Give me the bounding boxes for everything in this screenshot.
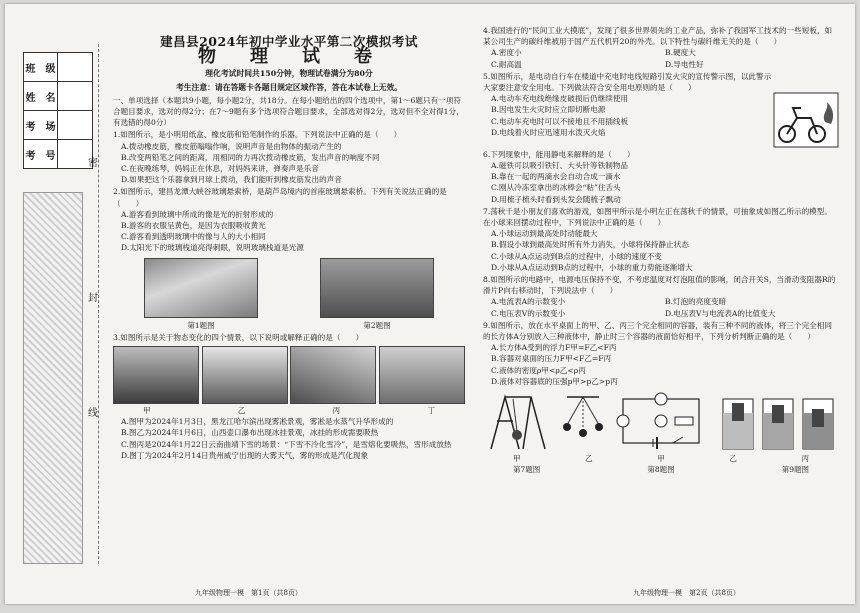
q3-caption-jia: 甲: [143, 406, 151, 416]
seal-dashed-line: [98, 44, 99, 564]
q5-ebike-fire-icon: [773, 92, 839, 148]
q8-stem: 8.如图所示的电路中，电源电压保持不变，不考虑温度对灯泡阻值的影响，闭合开关S，当滑动变阻器R的滑片P向右移动时，下列说法中（ ）: [483, 275, 836, 296]
q6-option-d: D.用梳子梳头时看到头发会随梳子飘动: [491, 194, 621, 204]
q1-option-b: B.改变两铅笔之间的距离，用相同的力再次拨动橡皮筋，发出声音的响度不同: [121, 152, 380, 162]
q2-option-d: D.太阳光下的玻璃栈道亮得刺眼，说明玻璃栈道是光源: [121, 243, 304, 253]
q3-stem: 3.如图所示是关于物态变化的四个情景，以下说明或解释正确的是（ ）: [113, 332, 364, 342]
seal-char-feng: 封: [88, 293, 98, 304]
q7-option-c: C.小球从A点运动到B点的过程中，小球的速度不变: [491, 251, 662, 261]
q5-text: [483, 70, 773, 148]
q7-figure-caption: 第7题图: [513, 465, 541, 475]
q3-caption-bing: 丙: [332, 406, 341, 416]
footer-left: 九年级物理一模 第1页（共8页）: [195, 589, 302, 597]
q9-sub-bing: 丙: [801, 454, 809, 464]
q1-figure-caption: 第1题图: [187, 320, 215, 330]
q5-option-b: B.因电发生火灾时应立即切断电源: [491, 105, 606, 115]
section1-heading: 一、单项选择（本题共9小题，每小题2分，共18分。在每小题给出的四个选项中，第1～6题只有一项符合题目要求，选对的得2分；在7～9题有多个选项符合题目要求，全部选对得2分，选对但不全对得1分，有选错的得0分）: [113, 95, 464, 128]
q8-options-row2: [483, 308, 839, 319]
q3-photo-bing: [290, 346, 376, 404]
q8-option-d: D.电压表V与电流表A的比值变大: [665, 308, 776, 318]
name-label: 姓 名: [24, 82, 58, 111]
q5-option-a: A.电动车充电线绝缘皮破损后仍继续使用: [491, 94, 628, 104]
left-column: [113, 32, 465, 461]
class-field[interactable]: [58, 53, 93, 82]
q5-stem: 5.如图所示，是电动自行车在楼道中充电时电线短路引发火灾的宣传警示图，以此警示大家要注意安全用电。下列做法符合安全用电原则的是（ ）: [483, 71, 772, 93]
q7-sub-yi: 乙: [585, 454, 593, 464]
footer-right: 九年级物理一模 第2页（共8页）: [633, 589, 740, 597]
q3-option-d: D.图丁为2024年2月14日贵州威宁出现的大雾天气，雾的形成是汽化现象: [121, 450, 369, 460]
q4-options-row1: [483, 47, 839, 58]
q3-option-c: C.图丙是2024年1月22日云南曲靖下雪的场景：“下雪不冷化雪冷”，是雪熔化要吸热，雪形成放热: [121, 439, 452, 449]
q9-figure-caption: 第9题图: [781, 465, 809, 475]
q7-option-b: B.假设小球到最高处时所有外力消失，小球将保持静止状态: [491, 240, 689, 250]
q4-option-a: A.密度小: [491, 48, 522, 58]
q6-option-b: B.靠在一起的两滴水会自动合成一滴水: [491, 172, 621, 182]
q4-options-row2: [483, 59, 839, 70]
q9-stem: 9.如图所示，放在水平桌面上的甲、乙、丙三个完全相同的容器，装有三种不同的液体，将三个完全相同的长方体A分别放入三种液体中，静止时三个容器的液面恰好相平，下列分析判断正确的是（ ）: [483, 320, 832, 342]
q7-sub-jia: 甲: [513, 454, 521, 464]
q8-figure-caption: 第8题图: [647, 465, 675, 475]
exam-sheet: [5, 4, 855, 604]
q5-option-c: C.电动车充电时可以不接地且不用插线板: [491, 116, 629, 126]
q8-circuit-diagram: [613, 391, 709, 453]
q3-photos: [113, 346, 465, 404]
student-info-table: [23, 52, 93, 169]
q7-q9-sub-captions: [483, 453, 839, 464]
exam-note: 考生注意：请在答题卡各题目规定区域作答，答在本试卷上无效。: [175, 82, 403, 92]
q7-swing-diagram: [483, 391, 603, 453]
q1-option-c: C.在夜晚练琴，妈妈正在休息，对妈妈来讲，弹奏声是乐音: [121, 164, 319, 174]
q4-stem: 4.我国进行的“民间工业大摸底”，发现了很多世界领先的工业产品，弥补了我国军工技术的一些短板，如某公司生产的碳纤维被用于国产五代机歼20的外壳。以下特性与碳纤维无关的是（ ）: [483, 26, 833, 47]
q7-q9-diagrams: [483, 391, 839, 453]
room-field[interactable]: [58, 111, 93, 140]
q3-option-a: A.图甲为2024年1月3日，黑龙江哈尔滨出现雾凇景观，雾凇是水蒸气升华形成的: [121, 417, 394, 427]
q1-q2-figures: [113, 258, 465, 318]
q9-option-c: C.液体的密度ρ甲<ρ乙<ρ丙: [491, 365, 586, 375]
q1-option-a: A.拨动橡皮筋，橡皮筋嗡嗡作响，说明声音是由物体的振动产生的: [121, 141, 342, 151]
subject-title: 物 理 试 卷: [198, 46, 380, 68]
q3-option-b: B.图乙为2024年1月6日，山西壶口瀑布出现冰挂景观，冰挂的形成需要吸热: [121, 428, 379, 438]
q3-caption-ding: 丁: [427, 406, 435, 416]
q4-option-d: D.导电性好: [665, 59, 704, 69]
q2-stem: 2.如图所示，建昌龙潭大峡谷玻璃悬索桥，是葫芦岛境内的首座玻璃悬索桥。下列有关说法正确的是（ ）: [113, 187, 447, 208]
seal-strip: [23, 42, 93, 562]
q7-option-d: D.小球从A点运动到B点的过程中，小球的重力势能逐渐增大: [491, 262, 693, 272]
q9-sub-jia: 甲: [657, 454, 665, 464]
q1-photo: [144, 258, 258, 318]
q7-option-a: A.小球运动到最高处时动能最大: [491, 229, 598, 239]
exam-title: 建昌县2024年初中学业水平第二次模拟考试: [160, 34, 418, 49]
q2-option-b: B.游客的衣服呈黄色，是因为衣服吸收黄光: [121, 221, 266, 231]
q8-options-row1: [483, 296, 839, 307]
seal-char-xian: 线: [88, 408, 98, 419]
q6-option-a: A.磁铁可以吸引铁钉、大头针等铁制物品: [491, 161, 628, 171]
q9-option-b: B.容器对桌面的压力F甲<F乙=F丙: [491, 354, 612, 364]
q8-option-b: B.灯泡的亮度变暗: [665, 297, 727, 307]
q7-stem: 7.荡秋千是小朋友们喜欢的游戏，如图甲所示是小明左正在荡秋千的情景，可抽象成如图乙所示的模型。在小球来回摆动过程中，下列说法中正确的是（ ）: [483, 206, 832, 228]
q3-photo-ding: [379, 346, 465, 404]
right-column: [483, 24, 839, 475]
class-label: 班 级: [24, 53, 58, 82]
name-field[interactable]: [58, 82, 93, 111]
q8-option-a: A.电流表A的示数变小: [491, 297, 566, 307]
q9-containers-diagram: [719, 391, 839, 453]
number-label: 考 号: [24, 140, 58, 169]
q7-q9-fig-captions: [483, 464, 839, 475]
q8-option-c: C.电压表V的示数变小: [491, 308, 566, 318]
q6-option-c: C.刚从冷冻室拿出的冰棒会“粘”住舌头: [491, 183, 621, 193]
q2-figure-caption: 第2题图: [363, 320, 391, 330]
seal-hatch-area: [23, 192, 83, 564]
q3-photo-yi: [202, 346, 288, 404]
q4-option-c: C.耐高温: [491, 59, 522, 69]
q2-photo: [320, 258, 434, 318]
q9-option-d: D.液体对容器底的压强p甲>p乙>p丙: [491, 376, 618, 386]
q9-sub-yi: 乙: [729, 454, 737, 464]
q1-stem: 1.如图所示，是小明用纸盒、橡皮筋和铅笔制作的乐器。下列说法中正确的是（ ）: [113, 130, 402, 140]
q3-captions: [113, 405, 465, 416]
q1-q2-captions: [113, 320, 465, 331]
q3-caption-yi: 乙: [237, 406, 246, 416]
exam-meta: 理化考试时间共150分钟，物理试卷满分为80分: [205, 69, 373, 79]
q6-stem: 6.下列现象中，能用静电来解释的是（ ）: [483, 149, 635, 159]
q1-option-d: D.如果把这个乐器拿到月球上拨动，我们能听到橡皮筋发出的声音: [121, 175, 342, 185]
room-label: 考 场: [24, 111, 58, 140]
q2-option-c: C.游客看到透明玻璃中的像与人的大小相同: [121, 232, 266, 242]
q5-block: [483, 70, 839, 148]
seal-char-mi: 密: [88, 158, 98, 169]
q9-option-a: A.长方体A受到的浮力F甲=F乙<F丙: [491, 343, 617, 353]
q2-option-a: A.游客看到玻璃中所成的像是光的折射形成的: [121, 209, 274, 219]
q4-option-b: B.硬度大: [665, 48, 696, 58]
q3-photo-jia: [113, 346, 199, 404]
q5-option-d: D.电线着火时应迅速用水泼灭火焰: [491, 127, 606, 137]
